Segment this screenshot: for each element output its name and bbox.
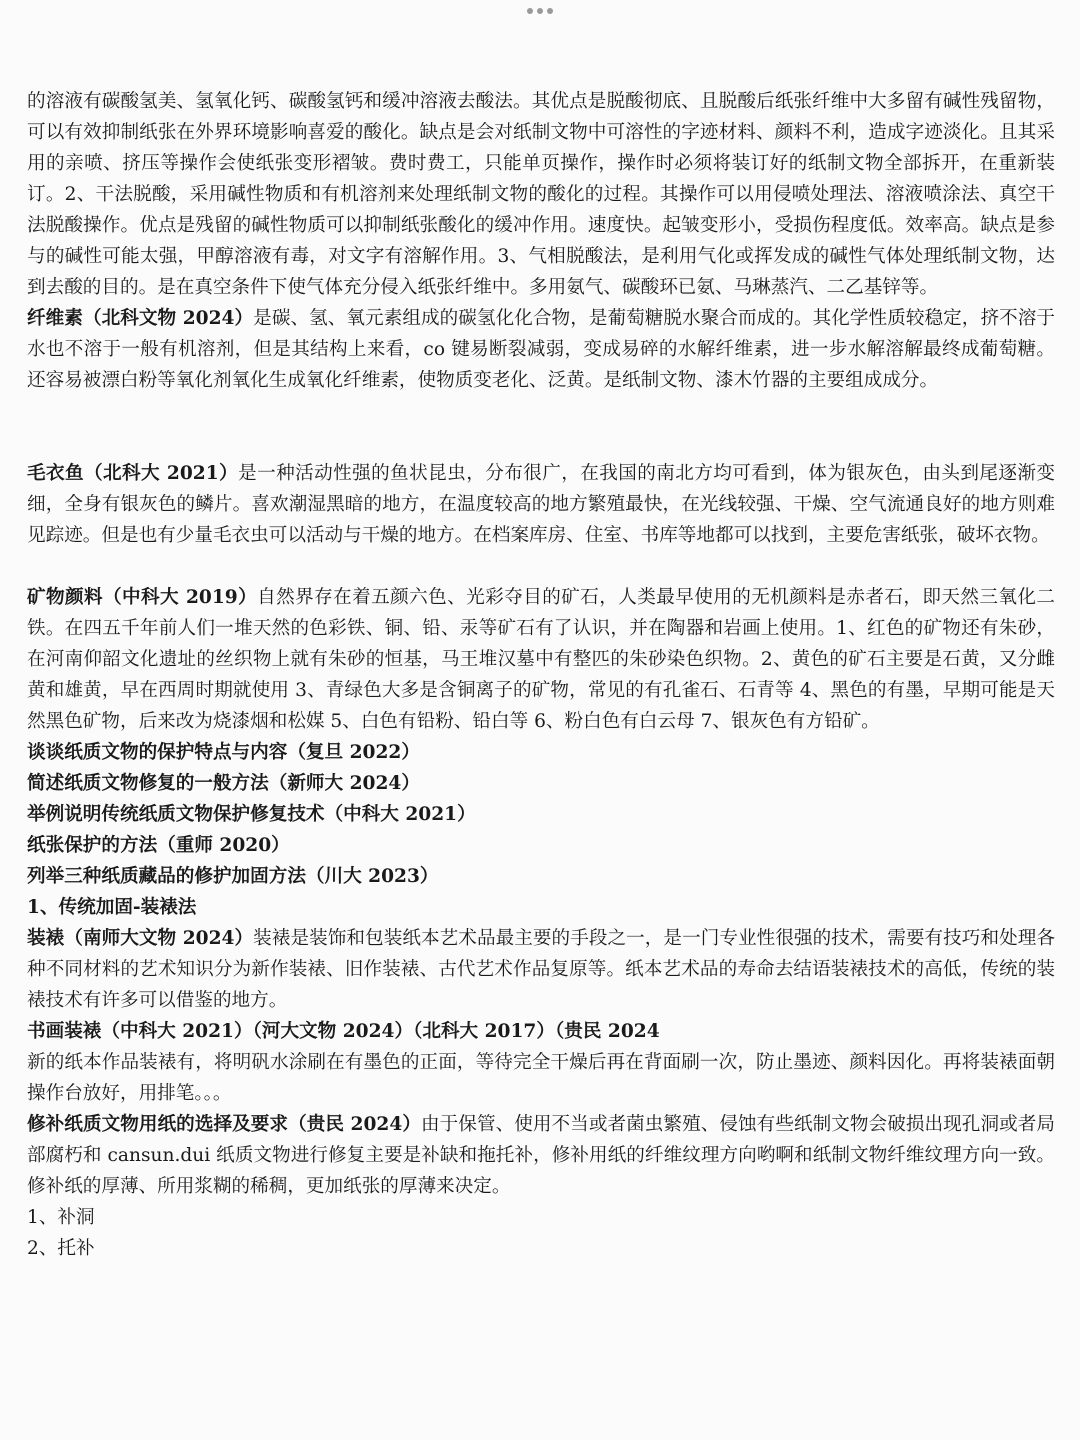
- handle-dot: [527, 8, 533, 14]
- handle-dot: [537, 8, 543, 14]
- term-heading: 装裱（南师大文物 2024）: [27, 928, 254, 949]
- paragraph-silverfish: 毛衣鱼（北科大 2021）是一种活动性强的鱼状昆虫，分布很广，在我国的南北方均可看到，体为银灰色，由头到尾逐渐变细，全身有银灰色的鳞片。喜欢潮湿黑暗的地方，在温度较高的地方繁殖最快，在光线较强、干燥、空气流通良好的地方则难见踪迹。但是也有少量毛衣虫可以活动与干燥的地方。在档案库房、住室、书库等地都可以找到，主要危害纸张，破坏衣物。: [27, 463, 1055, 546]
- term-heading: 修补纸质文物用纸的选择及要求（贵民 2024）: [27, 1114, 421, 1135]
- question-heading: 举例说明传统纸质文物保护修复技术（中科大 2021）: [27, 804, 476, 825]
- paragraph-cellulose: 纤维素（北科文物 2024）是碳、氢、氧元素组成的碳氢化化合物，是葡萄糖脱水聚合而成的。其化学性质较稳定，挤不溶于水也不溶于一般有机溶剂，但是其结构上来看，co 键易断裂减弱，变成易碎的水解纤维素，进一步水解溶解最终成葡萄糖。还容易被漂白粉等氧化剂氧化生成氧化纤维素，使物质变老化、泛黄。是纸制文物、漆木竹器的主要组成成分。: [27, 308, 1055, 391]
- handle-dot: [547, 8, 553, 14]
- question-heading: 列举三种纸质藏品的修护加固方法（川大 2023）: [27, 866, 439, 887]
- term-heading: 纤维素（北科文物 2024）: [27, 308, 254, 329]
- window-drag-handle[interactable]: [0, 8, 1080, 18]
- section-heading: 1、传统加固-装裱法: [27, 897, 197, 918]
- paragraph-repair-paper: 修补纸质文物用纸的选择及要求（贵民 2024）由于保管、使用不当或者菌虫繁殖、侵蚀有些纸制文物会破损出现孔洞或者局部腐朽和 cansun.dui 纸质文物进行修复主要是补缺和拖托补，修补用纸的纤维纹理方向哟啊和纸制文物纤维纹理方向一致。修补纸的厚薄、所用浆糊的稀稠，更加纸张的厚薄来决定。: [27, 1114, 1055, 1197]
- paragraph-painting-mounting: 新的纸本作品装裱有，将明矾水涂刷在有墨色的正面，等待完全干燥后再在背面刷一次，防止墨迹、颜料因化。再将装裱面朝操作台放好，用排笔。。。: [27, 1052, 1055, 1104]
- paragraph-mounting: 装裱（南师大文物 2024）装裱是装饰和包装纸本艺术品最主要的手段之一，是一门专业性很强的技术，需要有技巧和处理各种不同材料的艺术知识分为新作装裱、旧作装裱、古代艺术作品复原等。纸本艺术品的寿命去结语装裱技术的高低，传统的装裱技术有许多可以借鉴的地方。: [27, 928, 1055, 1011]
- term-heading: 毛衣鱼（北科大 2021）: [27, 463, 239, 484]
- document-body: [27, 86, 1055, 1264]
- question-heading: 简述纸质文物修复的一般方法（新师大 2024）: [27, 773, 420, 794]
- term-heading: 书画装裱（中科大 2021）（河大文物 2024）（北科大 2017）（贵民 2024: [27, 1021, 660, 1042]
- list-item: 2、托补: [27, 1238, 95, 1259]
- paragraph-deacidification: 的溶液有碳酸氢美、氢氧化钙、碳酸氢钙和缓冲溶液去酸法。其优点是脱酸彻底、且脱酸后纸张纤维中大多留有碱性残留物，可以有效抑制纸张在外界环境影响喜爱的酸化。缺点是会对纸制文物中可溶性的字迹材料、颜料不利，造成字迹淡化。且其采用的亲喷、挤压等操作会使纸张变形褶皱。费时费工，只能单页操作，操作时必须将装订好的纸制文物全部拆开，在重新装订。2、干法脱酸，采用碱性物质和有机溶剂来处理纸制文物的酸化的过程。其操作可以用侵喷处理法、溶液喷涂法、真空干法脱酸操作。优点是残留的碱性物质可以抑制纸张酸化的缓冲作用。速度快。起皱变形小，受损伤程度低。效率高。缺点是参与的碱性可能太强，甲醇溶液有毒，对文字有溶解作用。3、气相脱酸法，是利用气化或挥发成的碱性气体处理纸制文物，达到去酸的目的。是在真空条件下使气体充分侵入纸张纤维中。多用氨气、碳酸环已氨、马琳蒸汽、二乙基锌等。: [27, 91, 1055, 298]
- list-item: 1、补洞: [27, 1207, 95, 1228]
- question-heading: 谈谈纸质文物的保护特点与内容（复旦 2022）: [27, 742, 420, 763]
- paragraph-mineral-pigments: 矿物颜料（中科大 2019）自然界存在着五颜六色、光彩夺目的矿石，人类最早使用的无机颜料是赤者石，即天然三氧化二铁。在四五千年前人们一堆天然的色彩铁、铜、铅、汞等矿石有了认识，并在陶器和岩画上使用。1、红色的矿物还有朱砂，在河南仰韶文化遗址的丝织物上就有朱砂的恒基，马王堆汉墓中有整匹的朱砂染色织物。2、黄色的矿石主要是石黄，又分雌黄和雄黄，早在西周时期就使用 3、青绿色大多是含铜离子的矿物，常见的有孔雀石、石青等 4、黑色的有墨，早期可能是天然黑色矿物，后来改为烧漆烟和松媒 5、白色有铅粉、铅白等 6、粉白色有白云母 7、银灰色有方铅矿。: [27, 587, 1055, 732]
- term-heading: 矿物颜料（中科大 2019）: [27, 587, 258, 608]
- question-heading: 纸张保护的方法（重师 2020）: [27, 835, 290, 856]
